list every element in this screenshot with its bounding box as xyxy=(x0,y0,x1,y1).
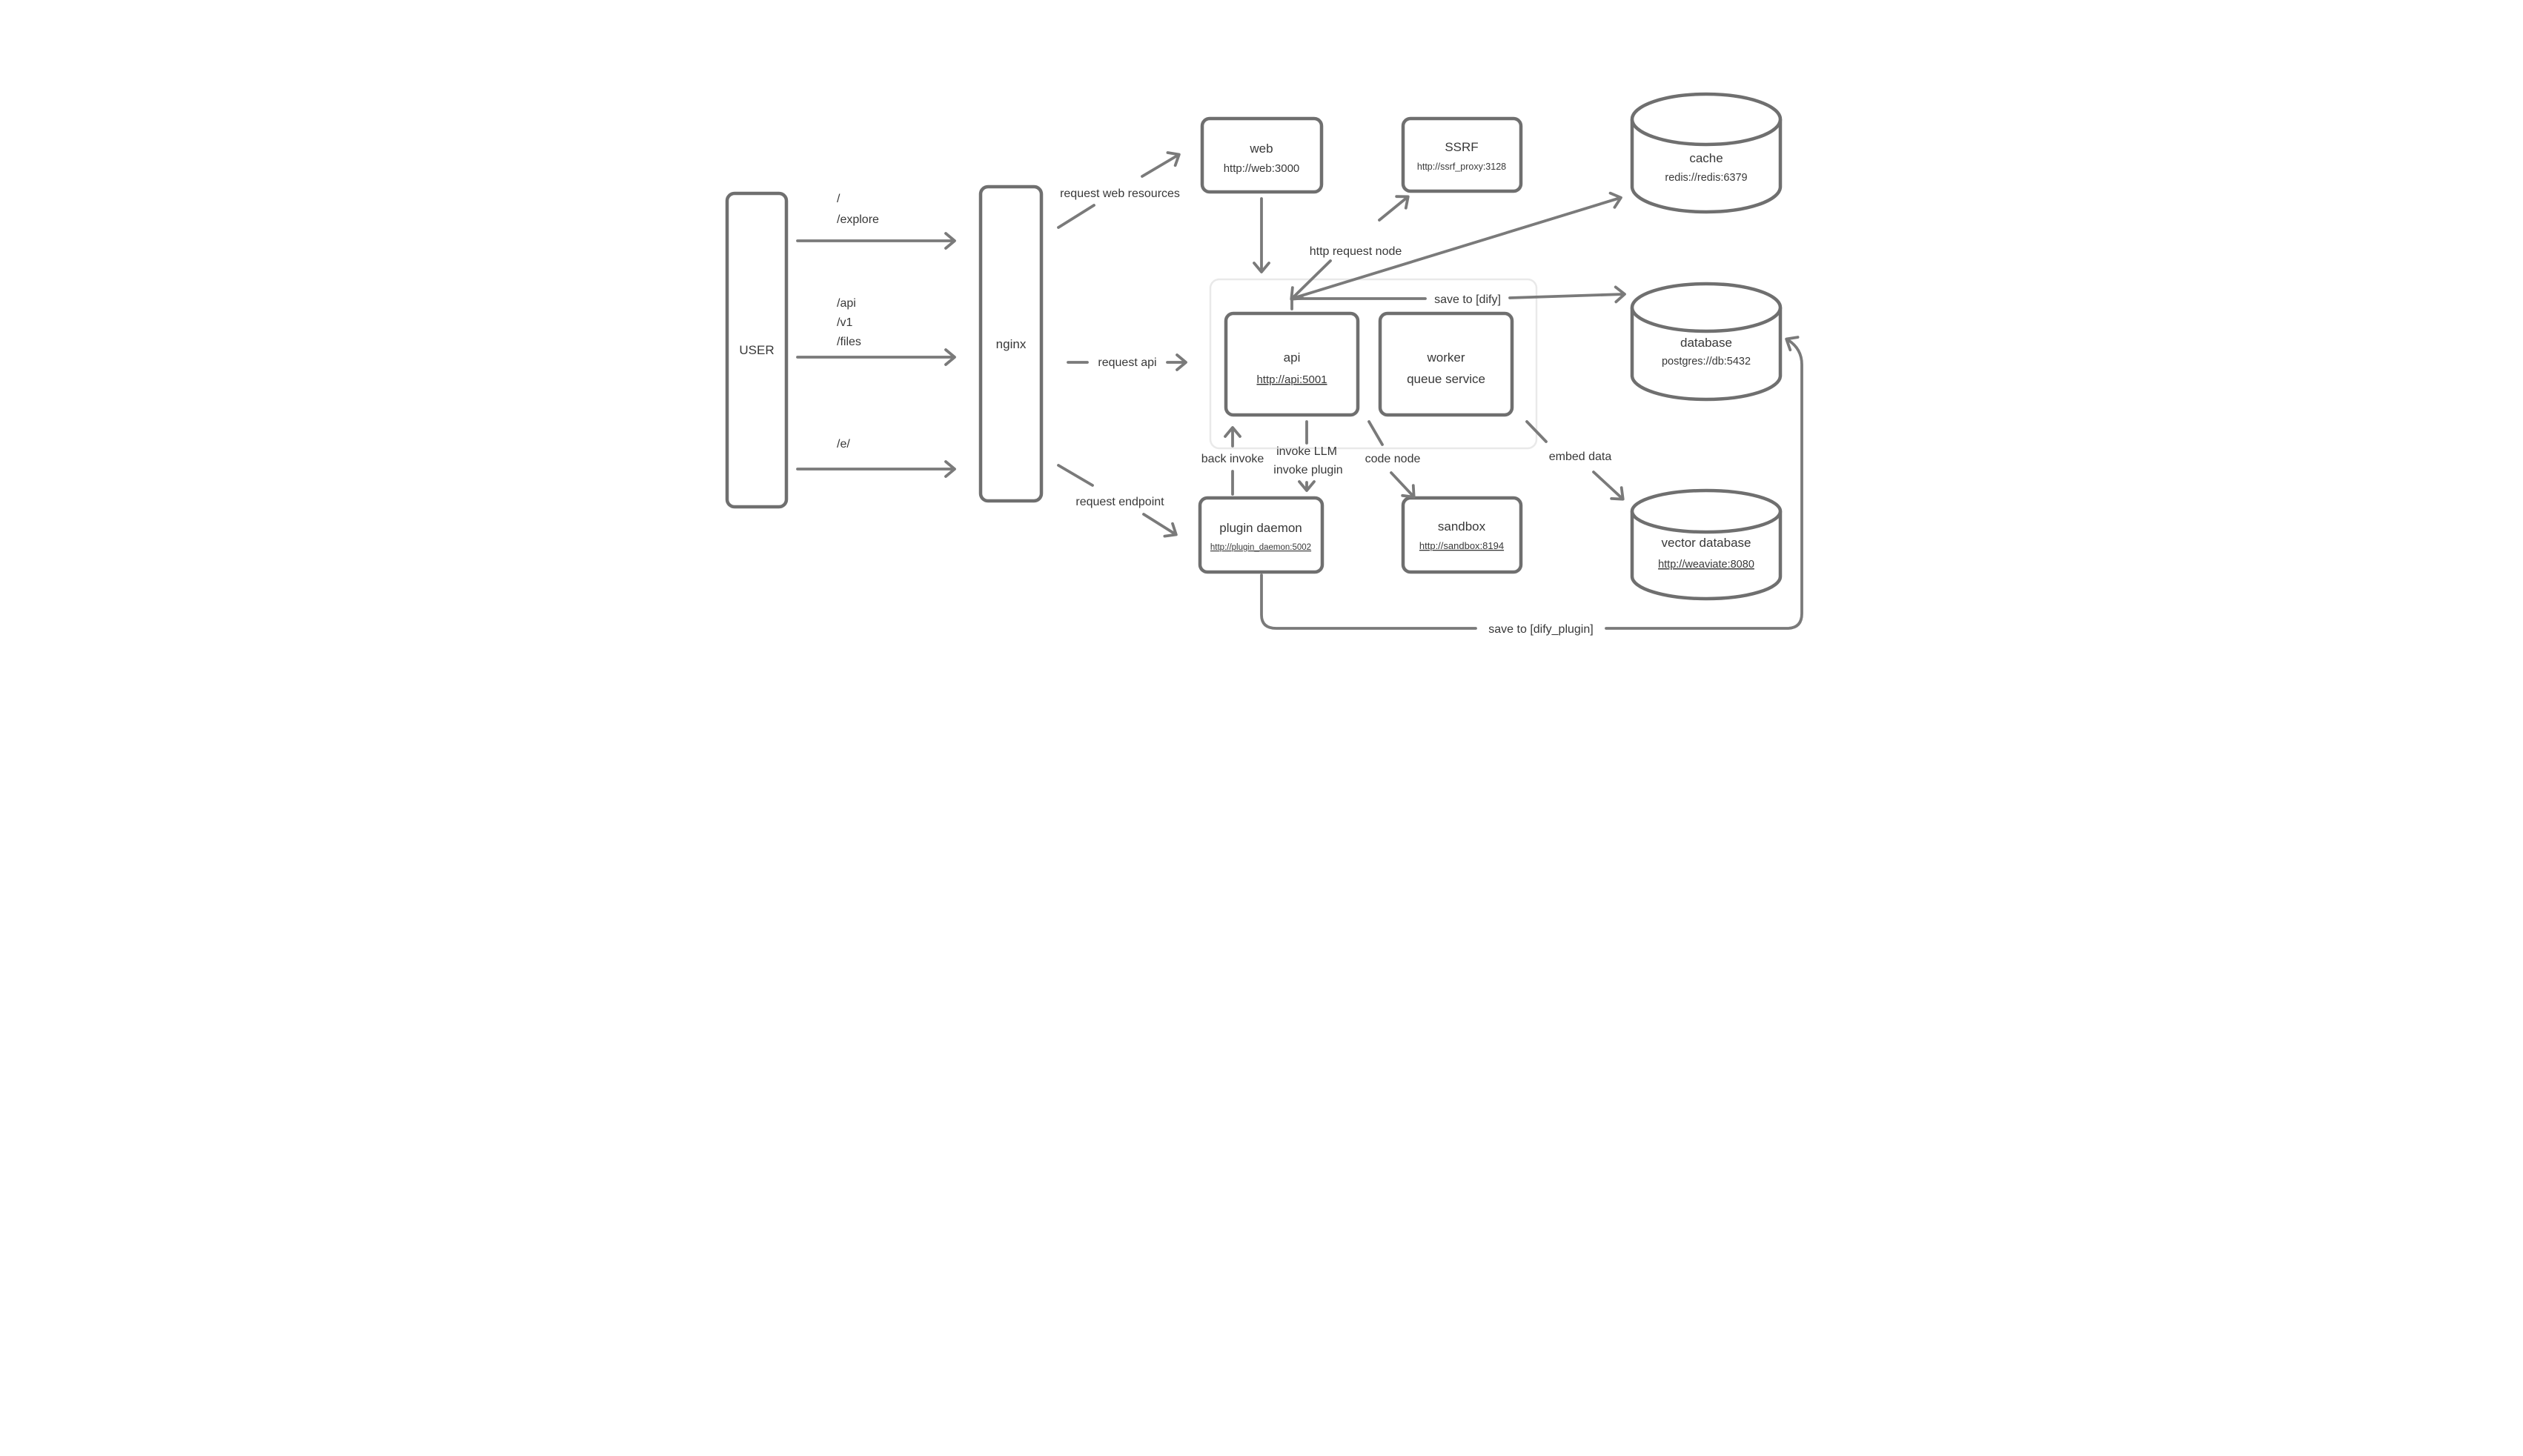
edge-request-api xyxy=(1068,356,1185,369)
cache-cylinder-top xyxy=(1632,94,1780,144)
edge-code-node xyxy=(1365,422,1421,496)
plugin-daemon-node xyxy=(1200,498,1322,572)
web-url: http://web:3000 xyxy=(1223,162,1300,175)
user-label: USER xyxy=(739,343,775,357)
request-web-resources-label: request web resources xyxy=(1060,187,1180,200)
route-api-line3: /files xyxy=(837,336,861,348)
ssrf-url: http://ssrf_proxy:3128 xyxy=(1416,162,1507,172)
worker-title: worker xyxy=(1427,350,1465,365)
diagram-canvas xyxy=(631,0,1892,728)
cache-node xyxy=(1632,94,1780,212)
request-endpoint-line1 xyxy=(1058,465,1093,485)
request-web-resources-line1 xyxy=(1058,205,1094,227)
edge-request-endpoint xyxy=(1058,465,1176,534)
route-plugin-label: /e/ xyxy=(837,438,850,451)
database-node xyxy=(1632,284,1780,399)
nginx-node xyxy=(981,187,1041,501)
request-api-label: request api xyxy=(1098,356,1157,369)
vector-database-node xyxy=(1632,491,1780,599)
route-web-line1: / xyxy=(837,193,841,205)
edge-embed-data xyxy=(1527,422,1622,499)
edge-save-to-dify xyxy=(1296,293,1624,306)
save-to-dify-plugin-label: save to [dify_plugin] xyxy=(1488,623,1594,636)
plugin-daemon-box xyxy=(1200,498,1322,572)
vector-database-title: vector database xyxy=(1661,536,1751,550)
cache-title: cache xyxy=(1689,151,1723,165)
code-node-line2 xyxy=(1391,473,1413,496)
plugin-daemon-url: http://plugin_daemon:5002 xyxy=(1210,543,1312,552)
api-url: http://api:5001 xyxy=(1256,373,1327,386)
cache-url: redis://redis:6379 xyxy=(1665,172,1748,184)
database-cylinder-top xyxy=(1632,284,1780,331)
nginx-label: nginx xyxy=(995,337,1027,351)
worker-node xyxy=(1380,313,1512,415)
http-request-node-line2 xyxy=(1379,197,1408,220)
vector-database-url: http://weaviate:8080 xyxy=(1658,559,1754,571)
route-api-line2: /v1 xyxy=(837,316,853,329)
edge-request-web-resources xyxy=(1058,155,1180,227)
sandbox-title: sandbox xyxy=(1437,519,1486,533)
api-title: api xyxy=(1283,350,1301,365)
embed-data-label: embed data xyxy=(1548,451,1612,463)
web-node xyxy=(1202,119,1322,192)
ssrf-title: SSRF xyxy=(1445,140,1479,154)
back-invoke-label: back invoke xyxy=(1201,453,1264,465)
save-to-dify-plugin-path1 xyxy=(1262,575,1476,628)
invoke-plugin-label: invoke plugin xyxy=(1273,464,1343,476)
architecture-diagram xyxy=(631,0,1892,728)
request-endpoint-label: request endpoint xyxy=(1075,496,1164,508)
ssrf-node xyxy=(1403,119,1521,191)
request-endpoint-line2 xyxy=(1144,514,1176,534)
route-api-line1: /api xyxy=(837,297,856,310)
sandbox-box xyxy=(1403,498,1521,572)
ssrf-box xyxy=(1403,119,1521,191)
route-web-line2: /explore xyxy=(837,213,879,226)
code-node-line1 xyxy=(1369,422,1382,445)
database-url: postgres://db:5432 xyxy=(1661,356,1751,368)
sandbox-url: http://sandbox:8194 xyxy=(1419,540,1505,551)
code-node-label: code node xyxy=(1365,453,1421,465)
save-to-dify-line2 xyxy=(1510,294,1624,298)
sandbox-node xyxy=(1403,498,1521,572)
request-web-resources-line2 xyxy=(1142,155,1178,176)
vector-database-cylinder-top xyxy=(1632,491,1780,532)
save-to-dify-label: save to [dify] xyxy=(1434,293,1501,306)
embed-data-line2 xyxy=(1594,472,1622,499)
user-node xyxy=(727,193,786,507)
api-node xyxy=(1226,313,1358,415)
edge-http-request-node xyxy=(1292,197,1408,299)
edge-user-nginx-plugin-route xyxy=(798,438,954,469)
worker-subtitle: queue service xyxy=(1407,372,1485,386)
database-title: database xyxy=(1680,336,1732,350)
web-title: web xyxy=(1250,142,1273,156)
edge-user-nginx-api-route xyxy=(798,297,954,357)
edge-user-nginx-web-route xyxy=(798,193,954,241)
http-request-node-label: http request node xyxy=(1309,245,1402,258)
edge-invoke-llm-plugin xyxy=(1273,422,1342,490)
invoke-llm-label: invoke LLM xyxy=(1276,445,1337,458)
plugin-daemon-title: plugin daemon xyxy=(1219,521,1302,535)
